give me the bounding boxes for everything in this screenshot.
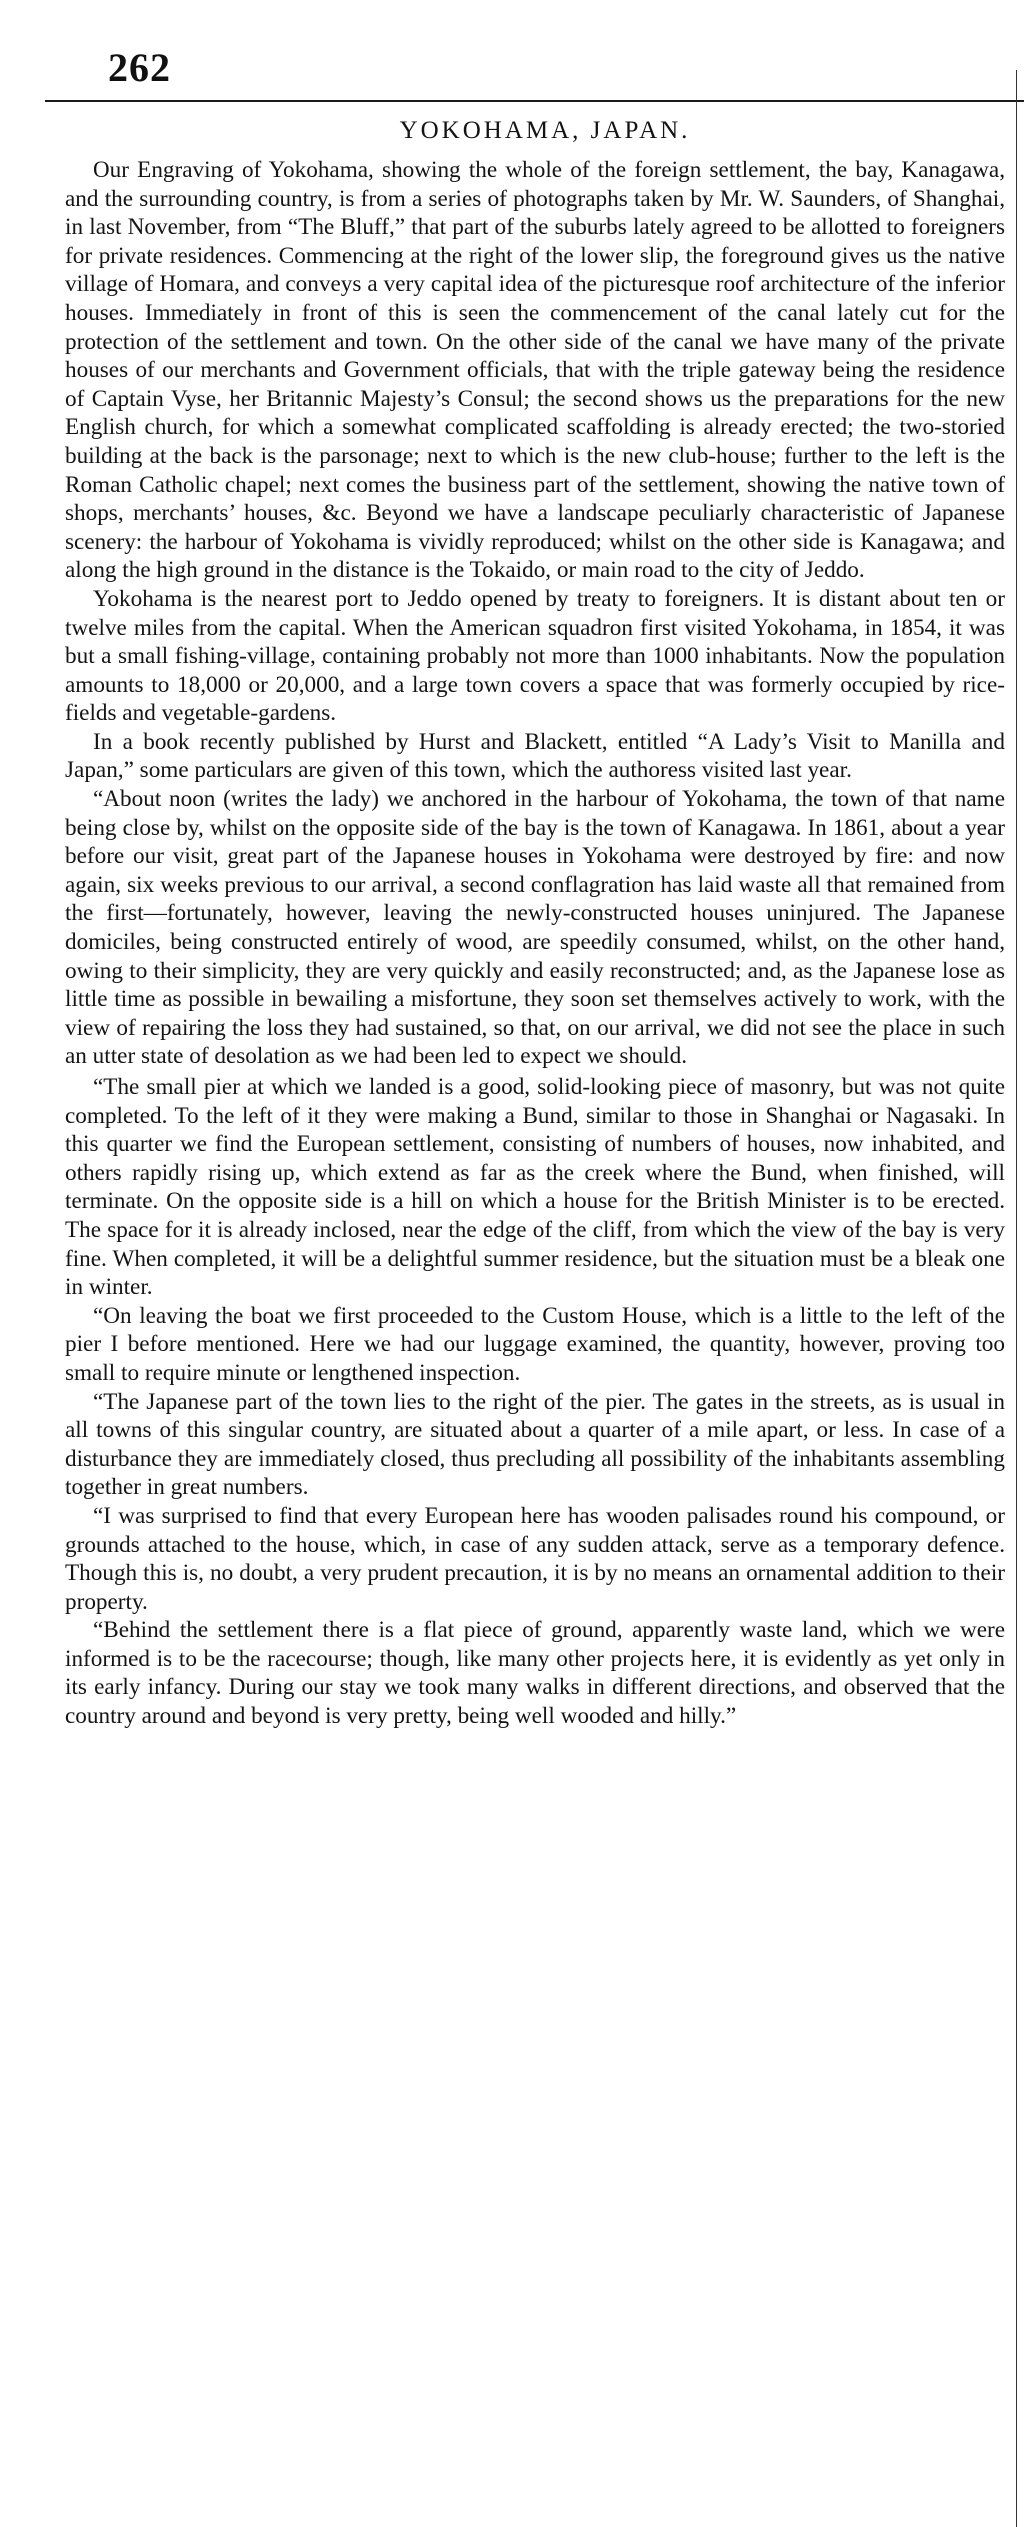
article-title: YOKOHAMA, JAPAN. (399, 117, 691, 144)
page-number: 262 (108, 45, 171, 90)
article-paragraph: “On leaving the boat we first proceeded to the Custom House, which is a little to the left of the pier I before mentioned. Here we had our luggage examined, the quantity, however, proving too small to require minute or lengthened inspection. (65, 1302, 1005, 1386)
article-column (65, 112, 1005, 1731)
article-paragraph: Yokohama is the nearest port to Jeddo opened by treaty to foreigners. It is distant about ten or twelve miles from the capital. When the American squadron first visited Yokohama, in 1854, it was but a small fishing-village, containing probably not more than 1000 inhabitants. Now the population amounts to 18,000 or 20,000, and a large town covers a space that was formerly occupied by rice-fields and vegetable-gardens. (65, 585, 1005, 727)
header-rule (45, 100, 1024, 102)
column-rule (1016, 70, 1017, 2527)
article-paragraph: “Behind the settlement there is a flat piece of ground, apparently waste land, which we were informed is to be the racecourse; though, like many other projects here, it is evidently as yet only in its early infancy. During our stay we took many walks in different directions, and observed that the country around and beyond is very pretty, being well wooded and hilly.” (65, 1617, 1005, 1730)
article-paragraph: Our Engraving of Yokohama, showing the whole of the foreign settlement, the bay, Kanagawa, and the surrounding country, is from a series of photographs taken by Mr. W. Saunders, of Shanghai, in last November, from “The Bluff,” that part of the suburbs lately agreed to be allotted to foreigners for private residences. Commencing at the right of the lower slip, the foreground gives us the native village of Homara, and conveys a very capital idea of the picturesque roof architecture of the inferior houses. Immediately in front of this is seen the commencement of the canal lately cut for the protection of the settlement and town. On the other side of the canal we have many of the private houses of our merchants and Government officials, that with the triple gateway being the residence of Captain Vyse, her Britannic Majesty’s Consul; the second shows us the preparations for the new English church, for which a somewhat complicated scaffolding is already erected; the two-storied building at the back is the parsonage; next to which is the new club-house; further to the left is the Roman Catholic chapel; next comes the business part of the settlement, showing the native town of shops, merchants’ houses, &c. Beyond we have a landscape peculiarly characteristic of Japanese scenery: the harbour of Yokohama is vividly reproduced; whilst on the other side is Kanagawa; and along the high ground in the distance is the Tokaido, or main road to the city of Jeddo. (65, 157, 1005, 584)
article-paragraph: In a book recently published by Hurst and Blackett, entitled “A Lady’s Visit to Manilla and Japan,” some particulars are given of this town, which the authoress visited last year. (65, 728, 1005, 784)
article-paragraph: “The Japanese part of the town lies to the right of the pier. The gates in the streets, as is usual in all towns of this singular country, are situated about a quarter of a mile apart, or less. In case of a disturbance they are immediately closed, thus precluding all possibility of the inhabitants assembling together in great numbers. (65, 1388, 1005, 1501)
article-paragraph: “I was surprised to find that every European here has wooden palisades round his compound, or grounds attached to the house, which, in case of any sudden attack, serve as a temporary defence. Though this is, no doubt, a very prudent precaution, it is by no means an ornamental addition to their property. (65, 1502, 1005, 1615)
article-paragraph: “About noon (writes the lady) we anchored in the harbour of Yokohama, the town of that name being close by, whilst on the opposite side of the bay is the town of Kanagawa. In 1861, about a year before our visit, great part of the Japanese houses in Yokohama were destroyed by fire: and now again, six weeks previous to our arrival, a second conflagration has laid waste all that remained from the first—fortunately, however, leaving the newly-constructed houses uninjured. The Japanese domiciles, being constructed entirely of wood, are speedily consumed, whilst, on the other hand, owing to their simplicity, they are very quickly and easily reconstructed; and, as the Japanese lose as little time as possible in bewailing a misfortune, they soon set themselves actively to work, with the view of repairing the loss they had sustained, so that, on our arrival, we did not see the place in such an utter state of desolation as we had been led to expect we should. (65, 786, 1005, 1070)
article-paragraph: “The small pier at which we landed is a good, solid-looking piece of masonry, but was not quite completed. To the left of it they were making a Bund, similar to those in Shanghai or Nagasaki. In this quarter we find the European settlement, consisting of numbers of houses, now inhabited, and others rapidly rising up, which extend as far as the creek where the Bund, when finished, will terminate. On the opposite side is a hill on which a house for the British Minister is to be erected. The space for it is already inclosed, near the edge of the cliff, from which the view of the bay is very fine. When completed, it will be a delightful summer residence, but the situation must be a bleak one in winter. (65, 1074, 1005, 1301)
